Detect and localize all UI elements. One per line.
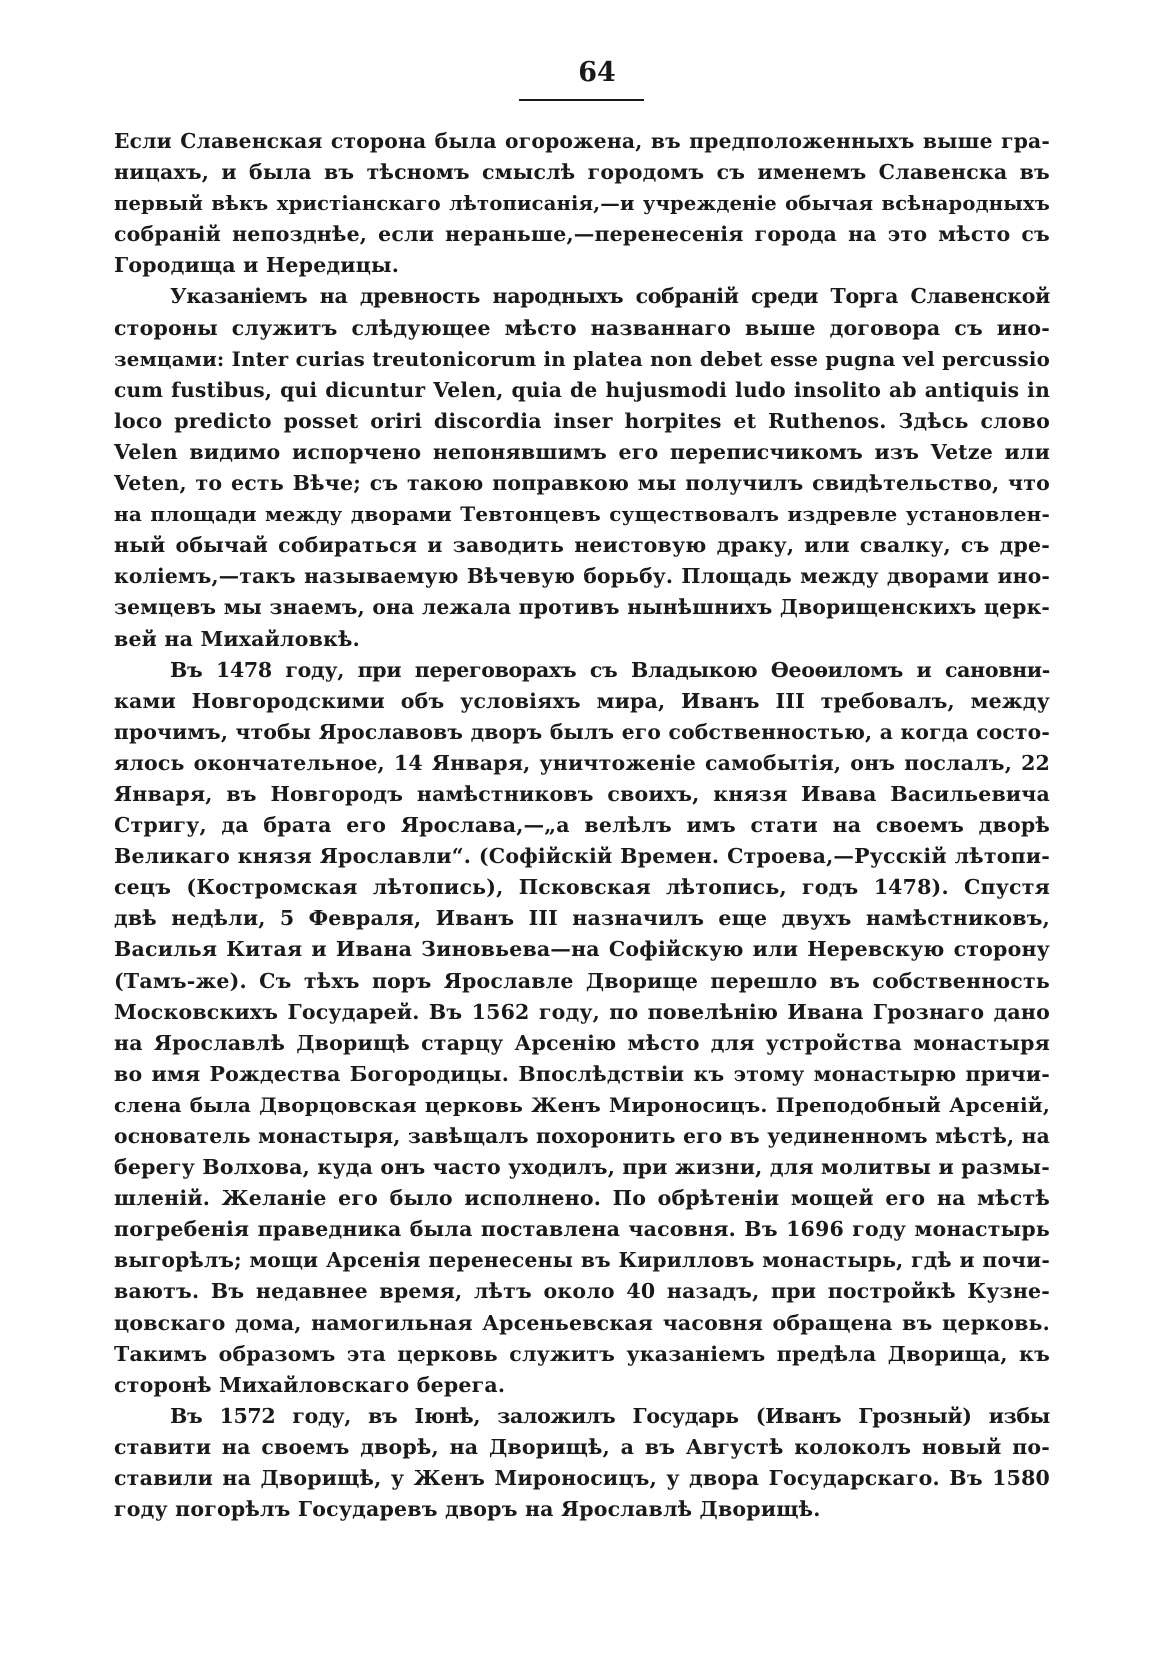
- text-line: Въ 1478 году, при переговорахъ съ Владыкою Ѳеоѳиломъ и сановни-: [170, 657, 1050, 682]
- text-line: Великаго князя Ярославли“. (Софійскій Времен. Строева,—Русскій лѣтопи-: [114, 844, 1050, 869]
- text-line: коліемъ,—такъ называемую Вѣчевую борьбу. Площадь между дворами ино-: [114, 564, 1050, 589]
- text-line: на Ярославлѣ Дворищѣ старцу Арсенію мѣсто для устройства монастыря: [114, 1030, 1050, 1055]
- text-line: слена была Дворцовская церковь Женъ Мироносицъ. Преподобный Арсеній,: [114, 1092, 1050, 1117]
- text-line: ялось окончательное, 14 Января, уничтоженіе самобытія, онъ послалъ, 22: [114, 750, 1050, 775]
- text-line: основатель монастыря, завѣщалъ похоронить его въ уединенномъ мѣстѣ, на: [114, 1124, 1050, 1148]
- text-line: земцами: Inter curias treutonicorum in platea non debet esse pugna vel percussio: [114, 346, 1050, 371]
- paragraph: [114, 1401, 1050, 1525]
- text-line: берегу Волхова, куда онъ часто уходилъ, при жизни, для молитвы и размы-: [114, 1155, 1050, 1180]
- text-line: Такимъ образомъ эта церковь служитъ указаніемъ предѣла Дворища, къ: [114, 1341, 1050, 1366]
- text-line: (Тамъ-же). Съ тѣхъ поръ Ярославле Дворище перешло въ собственность: [114, 968, 1050, 993]
- text-line: Veten, то есть Вѣче; съ такою поправкою мы получилъ свидѣтельство, что: [114, 471, 1050, 496]
- text-line: Городища и Нередицы.: [114, 253, 400, 278]
- text-line: сецъ (Костромская лѣтопись), Псковская лѣтопись, годъ 1478). Спустя: [114, 875, 1050, 900]
- text-line: Если Славенская сторона была огорожена, въ предположенныхъ выше гра-: [114, 129, 1050, 153]
- page-number-rule: [519, 99, 644, 101]
- text-line: выгорѣлъ; мощи Арсенія перенесены въ Кирилловъ монастырь, гдѣ и почи-: [114, 1248, 1050, 1273]
- text-line: Московскихъ Государей. Въ 1562 году, по повелѣнію Ивана Грознаго дано: [114, 999, 1050, 1024]
- text-line: ницахъ, и была въ тѣсномъ смыслѣ городомъ съ именемъ Славенска въ: [114, 160, 1050, 185]
- paragraph: [114, 655, 1050, 1401]
- text-line: Января, въ Новгородъ намѣстниковъ своихъ, князя Ивава Васильевича: [114, 781, 1050, 806]
- text-line: вей на Михайловкѣ.: [114, 626, 360, 651]
- paragraph: [114, 126, 1050, 281]
- text-line: цовскаго дома, намогильная Арсеньевская часовня обращена въ церковь.: [114, 1310, 1050, 1335]
- text-line: прочимъ, чтобы Ярославовъ дворъ былъ его собственностью, а когда состо-: [114, 719, 1050, 744]
- text-line: земцевъ мы знаемъ, она лежала противъ нынѣшнихъ Дворищенскихъ церк-: [114, 595, 1050, 620]
- text-line: Василья Китая и Ивана Зиновьева—на Софійскую или Неревскую сторону: [114, 937, 1050, 962]
- text-line: ный обычай собираться и заводить неистовую драку, или свалку, съ дре-: [114, 533, 1050, 558]
- text-line: loco predicto posset oriri discordia inser horpites et Ruthenos. Здѣсь слово: [114, 408, 1050, 433]
- text-line: ками Новгородскими объ условіяхъ мира, Иванъ III требовалъ, между: [114, 688, 1050, 713]
- text-line: первый вѣкъ христіанскаго лѣтописанія,—и учрежденіе обычая всѣнародныхъ: [114, 192, 1050, 216]
- text-line: стороны служитъ слѣдующее мѣсто названнаго выше договора съ ино-: [114, 315, 1050, 340]
- text-line: сторонѣ Михайловскаго берега.: [114, 1372, 506, 1397]
- text-line: году погорѣлъ Государевъ дворъ на Ярославлѣ Дворищѣ.: [114, 1497, 821, 1522]
- body-text: [114, 126, 1050, 1525]
- text-line: cum fustibus, qui dicuntur Velen, quia de hujusmodi ludo insolito ab antiquis in: [114, 377, 1050, 402]
- text-line: ваютъ. Въ недавнее время, лѣтъ около 40 назадъ, при постройкѣ Кузне-: [114, 1279, 1050, 1304]
- text-line: Въ 1572 году, въ Іюнѣ, заложилъ Государь (Иванъ Грозный) избы: [170, 1403, 1050, 1428]
- text-line: на площади между дворами Тевтонцевъ существовалъ издревле установлен-: [114, 502, 1050, 527]
- text-line: погребенія праведника была поставлена часовня. Въ 1696 году монастырь: [114, 1217, 1050, 1242]
- page-number: 64: [578, 57, 616, 88]
- text-line: шленій. Желаніе его было исполнено. По обрѣтеніи мощей его на мѣстѣ: [114, 1186, 1050, 1211]
- text-line: ставити на своемъ дворѣ, на Дворищѣ, а въ Августѣ колоколъ новый по-: [114, 1434, 1050, 1459]
- text-line: собраній непозднѣе, если нераньше,—перенесенія города на это мѣсто съ: [114, 222, 1050, 247]
- text-line: Указаніемъ на древность народныхъ собраній среди Торга Славенской: [170, 284, 1050, 309]
- text-line: во имя Рождества Богородицы. Впослѣдствіи къ этому монастырю причи-: [114, 1061, 1050, 1086]
- text-line: Velen видимо испорчено непонявшимъ его переписчикомъ изъ Vetze или: [114, 439, 1050, 464]
- text-line: ставили на Дворищѣ, у Женъ Мироносицъ, у двора Государскаго. Въ 1580: [114, 1466, 1050, 1491]
- paragraph: [114, 281, 1050, 654]
- text-line: Стригу, да брата его Ярослава,—„а велѣлъ имъ стати на своемъ дворѣ: [114, 813, 1050, 838]
- text-line: двѣ недѣли, 5 Февраля, Иванъ III назначилъ еще двухъ намѣстниковъ,: [114, 906, 1050, 931]
